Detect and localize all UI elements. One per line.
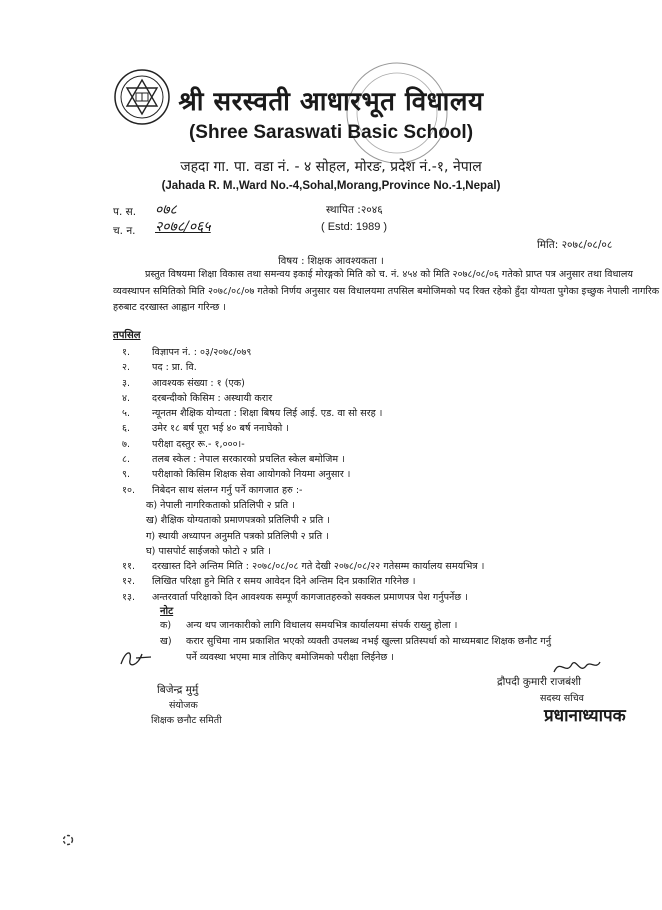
list-item [122, 559, 642, 574]
estd-english: ( Estd: 1989 ) [321, 221, 388, 233]
headmaster-stamp: प्रधानाध्यापक [544, 706, 626, 726]
list-item [122, 437, 642, 452]
item-number: १०. [122, 484, 136, 496]
tapsil-heading: तपसिल [113, 330, 141, 341]
list-item [122, 345, 642, 360]
item-text: दरखास्त दिने अन्तिम मिति : २०७८/०८/०८ गते देखी २०७८/०८/२२ गतेसम्म कार्यालय समयभित्र । [152, 561, 485, 573]
note-key: क) [160, 620, 172, 631]
sub-list-item: क) नेपाली नागरिकताको प्रतिलिपी २ प्रति । [146, 499, 295, 511]
item-number: १. [122, 347, 131, 358]
body-paragraph: प्रस्तुत विषयमा शिक्षा विकास तथा समन्वय इकाई मोरङ्गको मिति को च. नं. ४५४ को मिति २०७८/०८/०६ गतेको प्राप्त पत्र अनुसार तथा विधालय व्यवस्थापन समितिको मिति २०७८/०८/०७ गतेको निर्णय अनुसार यस विधालयमा तपसिल बमोजिमको पद रिक्त रहेको हुँदा योग्यता पुगेका इच्छुक नेपाली नागरिक हरुबाट दरखास्त आह्वान गरिन्छ । [113, 269, 660, 313]
item-text: निबेदन साथ संलग्न गर्नु पर्ने कागजात हरु :- [152, 484, 303, 496]
school-name-english: (Shree Saraswati Basic School) [188, 122, 474, 143]
details-list [122, 345, 642, 605]
list-item [122, 376, 642, 391]
left-signatory-committee: शिक्षक छनौट समिती [151, 715, 222, 726]
cn-label: च. न. [113, 225, 136, 237]
note-text: करार सुचिमा नाम प्रकाशित भएको व्यक्ती उपलब्ध नभई खुल्ला प्रतिस्पर्धा को माध्यमबाट शिक्षक छनौट गर्नु [186, 636, 552, 647]
subject-line: विषय : शिक्षक आवश्यकता । [278, 256, 384, 267]
item-text: दरबन्दीको किसिम : अस्थायी करार [152, 392, 273, 404]
list-item [122, 467, 642, 482]
right-signatory-name: द्रौपदी कुमारी राजबंशी [497, 676, 581, 688]
sub-list-item: ग) स्थायी अध्यापन अनुमति पत्रको प्रतिलिपी २ प्रति । [146, 530, 329, 542]
list-item [122, 421, 642, 436]
note-line [160, 634, 650, 650]
note-text: पर्ने व्यवस्था भएमा मात्र तोकिए बमोजिमको परीक्षा लिईनेछ । [186, 652, 394, 663]
letter-date: मिति: २०७८/०८/०८ [537, 239, 613, 251]
item-text: आवश्यक संख्या : १ (एक) [152, 377, 245, 389]
sub-list-item: ख) शैक्षिक योग्यताको प्रमाणपत्रको प्रतिलिपी २ प्रति । [146, 515, 330, 527]
item-number: ७. [122, 438, 131, 450]
item-number: ८. [122, 454, 131, 466]
item-text: विज्ञापन नं. : ०३/२०७८/०७९ [152, 347, 252, 358]
note-line [160, 618, 650, 634]
ps-label: प. स. [113, 206, 137, 218]
cn-value: २०७८/०६५ [155, 219, 211, 235]
item-number: ५. [122, 408, 131, 420]
address-english: (Jahada R. M.,Ward No.-4,Sohal,Morang,Province No.-1,Nepal) [161, 180, 501, 192]
item-number: १३. [122, 591, 136, 603]
note-key: ख) [160, 636, 172, 647]
address-nepali: जहदा गा. पा. वडा नं. - ४ सोहल, मोरङ, प्रदेश नं.-१, नेपाल [180, 159, 482, 175]
item-text: पद : प्रा. वि. [152, 362, 197, 374]
item-number: ३. [122, 377, 131, 389]
signature-left-icon [118, 646, 154, 670]
list-item [122, 483, 642, 498]
item-number: ९. [122, 469, 131, 481]
ps-value: ०७८ [155, 202, 177, 218]
item-number: २. [122, 362, 131, 374]
item-number: ११. [122, 561, 136, 573]
note-text: अन्य थप जानकारीको लागि विधालय समयभित्र कार्यालयमा संपर्क राख्नु होला । [186, 620, 458, 631]
item-text: परीक्षा दस्तुर रू.- १,०००।- [152, 438, 245, 450]
list-item [122, 590, 642, 605]
list-item [122, 406, 642, 421]
item-text: लिखित परिक्षा हुने मिति र समय आवेदन दिने अन्तिम दिन प्रकाशित गरिनेछ । [152, 576, 416, 588]
list-item [122, 391, 642, 406]
list-item [122, 452, 642, 467]
note-heading: नोट [160, 606, 174, 617]
left-signatory-role: संयोजक [169, 700, 198, 711]
right-signatory-role: सदस्य सचिव [540, 693, 584, 704]
item-number: ४. [122, 392, 131, 404]
item-text: परीक्षाको किसिम शिक्षक सेवा आयोगको नियमा अनुसार । [152, 469, 351, 481]
hole-punch-mark-icon [62, 834, 74, 846]
sub-list-item: घ) पासपोर्ट साईजको फोटो २ प्रति । [146, 545, 271, 557]
item-text: उमेर १८ बर्ष पूरा भई ४० बर्ष ननाघेको । [152, 423, 289, 435]
note-key [160, 650, 186, 666]
list-item [122, 574, 642, 589]
item-number: १२. [122, 576, 136, 588]
item-text: तलब स्केल : नेपाल सरकारको प्रचलित स्केल बमोजिम । [152, 454, 345, 466]
list-item [122, 360, 642, 375]
school-name-nepali: श्री सरस्वती आधारभूत विधालय [178, 87, 484, 117]
established-label: स्थापित :२०४६ [326, 204, 383, 216]
item-number: ६. [122, 423, 131, 435]
item-text: न्यूनतम शैक्षिक योग्यता : शिक्षा बिषय लिई आई. एड. वा सो सरह । [152, 408, 383, 420]
left-signatory-name: बिजेन्द्र मुर्मु [157, 684, 199, 696]
item-text: अन्तरवार्ता परिक्षाको दिन आवश्यक सम्पूर्ण कागजातहरुको सक्कल प्रमाणपत्र पेश गर्नुपर्नेछ । [152, 591, 468, 603]
